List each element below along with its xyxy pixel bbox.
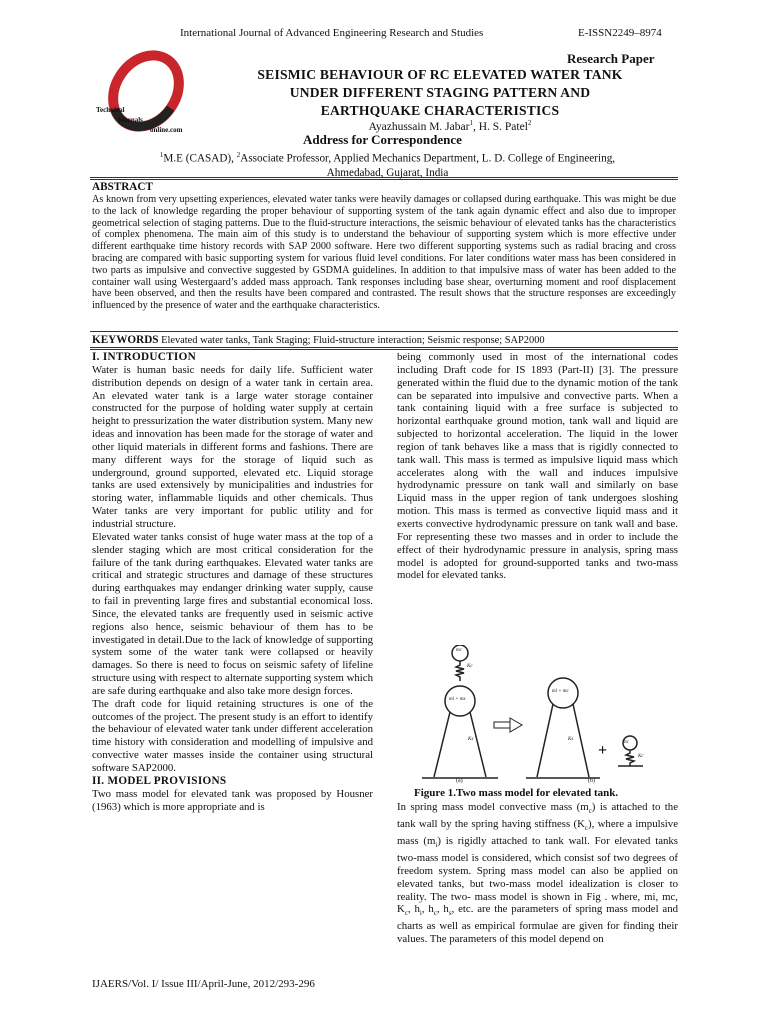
text-span: ), where a impulsive mass (m bbox=[397, 818, 678, 847]
logo-text-1: Technical bbox=[96, 106, 125, 114]
title-line: EARTHQUAKE CHARACTERISTICS bbox=[320, 103, 560, 118]
issn: E-ISSN2249–8974 bbox=[578, 27, 662, 39]
authors bbox=[300, 119, 600, 133]
address-heading: Address for Correspondence bbox=[303, 132, 462, 147]
author-2-sup: 2 bbox=[527, 119, 532, 127]
subscript: c bbox=[584, 824, 589, 833]
affiliation bbox=[110, 148, 665, 180]
author-1-sup: 1 bbox=[469, 119, 473, 127]
title-line: SEISMIC BEHAVIOUR OF RC ELEVATED WATER TANK bbox=[257, 67, 623, 82]
column-right-b bbox=[573, 704, 589, 777]
subscript: c bbox=[433, 909, 437, 918]
keywords bbox=[92, 334, 545, 346]
divider bbox=[90, 331, 678, 332]
aff-text-2: Associate Professor, Applied Mechanics Department, L. D. College of Engineering, bbox=[240, 152, 616, 165]
abstract-heading: ABSTRACT bbox=[92, 181, 153, 193]
subscript: s bbox=[448, 909, 452, 918]
journal-name: International Journal of Advanced Engineering Research and Studies bbox=[180, 27, 484, 39]
label-b: (b) bbox=[588, 778, 595, 784]
text-span: , h bbox=[421, 903, 434, 916]
text-span: ) is rigidly attached to tank wall. For elevated tanks two-mass model is considered, which consist sof two degrees of freedom system. Spring mass model can also be applied on elevated tanks, but two-mass model idealization is closer to reality. The two- mass model is shown in Fig . where, mi, mc, K bbox=[397, 835, 678, 916]
arrow-head-icon bbox=[510, 718, 522, 732]
label-ks-a: Ks bbox=[468, 737, 474, 742]
aff-line-2: Ahmedabad, Gujarat, India bbox=[326, 166, 449, 179]
model-paragraph: Two mass model for elevated tank was proposed by Housner (1963) which is more appropriate and is bbox=[92, 787, 373, 813]
spring-kc-b bbox=[626, 750, 634, 766]
column-left-b bbox=[537, 704, 553, 777]
subscript: c bbox=[404, 909, 408, 918]
column-right-a bbox=[470, 712, 486, 777]
text-span: , h bbox=[407, 903, 420, 916]
label-mi-ms: mi + ms bbox=[449, 697, 466, 702]
label-mc-b: mc bbox=[623, 740, 629, 745]
intro-heading: I. INTRODUCTION bbox=[92, 351, 196, 363]
label-mc: mc bbox=[456, 648, 462, 653]
right-column-bottom bbox=[397, 801, 678, 946]
author-2: , H. S. Patel bbox=[472, 120, 528, 133]
aff-text-1: M.E (CASAD), bbox=[163, 152, 237, 165]
right-paragraph: being commonly used in most of the international codes including Draft code for IS 1893 (Part-II) [3]. The pressure generated within the fluid due to the dynamic motion of the tank can be separated into impulsive and convective parts. When a tank containing liquid with a free surface is subjected to horizontal earthquake ground motion, tank wall and liquid are subjected to horizontal acceleration. The liquid in the lower region of tank behaves like a mass that is rigidly connected to tank wall. This mass is termed as impulsive liquid mass which accelerates along with the wall and induces impulsive hydrodynamic pressure on tank wall and similarly on base Liquid mass in the upper region of tank undergoes sloshing motion. This mass is termed as convective liquid mass and it exerts convective hydrodynamic pressure on tank wall and base. For representing these two masses and in order to include the effect of their hydrodynamic pressure in analysis, spring mass model is adopted for ground-supported tanks and two-mass model for elevated tanks. bbox=[397, 351, 678, 582]
keywords-text: Elevated water tanks, Tank Staging; Fluid-structure interaction; Seismic response; SAP2000 bbox=[161, 335, 545, 346]
aff-sup-1: 1 bbox=[159, 151, 164, 159]
paper-title bbox=[200, 66, 680, 120]
subscript: c bbox=[588, 807, 592, 816]
label-a: (a) bbox=[456, 778, 463, 784]
logo-text-2: journals bbox=[118, 116, 143, 124]
column-left-a bbox=[434, 712, 450, 777]
subscript: i bbox=[435, 841, 438, 850]
spring-kc-a bbox=[456, 661, 464, 681]
right-column-top bbox=[397, 351, 678, 582]
figure-diagram bbox=[418, 645, 668, 787]
right-paragraph-2 bbox=[397, 801, 678, 946]
aff-sup-2: 2 bbox=[236, 151, 241, 159]
figure-two-mass-model bbox=[418, 645, 668, 787]
intro-paragraph: The draft code for liquid retaining structures is one of the outcomes of the project. The present study is an effort to identify the behaviour of elevated water tank under different acceleration time history with consideration and modelling of impulsive and convective water masses inside the container using structural software SAP2000. bbox=[92, 697, 373, 774]
text-span: ) is attached to the tank wall by the spring having stiffness (K bbox=[397, 801, 678, 830]
keywords-label: KEYWORDS bbox=[92, 334, 159, 346]
author-1: Ayazhussain M. Jabar bbox=[368, 120, 470, 133]
label-plus: + bbox=[598, 742, 608, 759]
left-column bbox=[92, 351, 373, 813]
label-kc: Kc bbox=[467, 664, 473, 669]
text-span: , etc. are the parameters of spring mass model and charts as well as empirical formulae are given for finding their values. The parameters of this model depend on bbox=[397, 903, 679, 946]
model-heading: II. MODEL PROVISIONS bbox=[92, 774, 227, 787]
label-mi-mc: mi + mc bbox=[552, 689, 569, 694]
text-span: , h bbox=[436, 903, 449, 916]
journal-logo bbox=[94, 46, 198, 142]
figure-caption: Figure 1.Two mass model for elevated tank. bbox=[414, 787, 619, 799]
abstract-text: As known from very upsetting experiences, elevated water tanks were heavily damages or collapsed during earthquake. This was might be due to the lack of knowledge regarding the proper behaviour of supporting system of the tank again dynamic effect and also due to improper geometrical selection of staging patterns. Due to the fluid-structure interactions, the seismic behaviour of elevated tanks has the characteristics of complex phenomena. The main aim of this study is to understand the behaviour of supporting system which is more effective under different earthquake time history records with SAP 2000 software. Here two different supporting systems such as radial bracing and cross bracing are compared with basic supporting system for various fluid level conditions. For later conditions water mass has been considered in two parts as impulsive and convective suggested by GSDMA guidelines. In addition to that impulsive mass of water has been added to the container wall using Westergaard’s added mass approach. Tank responses including base shear, overturning moment and roof displacement have been observed, and then the results have been compared and contrasted. The result shows that the structure responses are exceedingly influenced by the presence of water and the earthquake characteristics. bbox=[92, 194, 676, 312]
label-ks-b: Ks bbox=[568, 737, 574, 742]
divider bbox=[90, 177, 678, 181]
logo-text-3: online.com bbox=[150, 126, 183, 134]
paper-type: Research Paper bbox=[567, 51, 655, 66]
arrow-body bbox=[494, 722, 510, 728]
title-line: UNDER DIFFERENT STAGING PATTERN AND bbox=[289, 85, 591, 100]
subscript: i bbox=[419, 909, 422, 918]
text-span: In spring mass model convective mass (m bbox=[397, 801, 589, 813]
footer: IJAERS/Vol. I/ Issue III/April-June, 2012/293-296 bbox=[92, 978, 315, 990]
intro-paragraph: Elevated water tanks consist of huge water mass at the top of a slender staging which are most critical consideration for the failure of the tank during earthquakes. Elevated water tanks are critical and strategic structures and damage of these structures during earthquakes may endanger drinking water supply, cause to fail in preventing large fires and substantial economical loss. Since, the elevated tanks are frequently used in seismic active regions also hence, seismic behaviour of them has to be investigated in detail.Due to the lack of knowledge of supporting system some of the water tank were collapsed or heavily damages. So there is need to focus on seismic safety of lifeline structure using with respect to alternate supporting system which are safe during earthquake and also take more design forces. bbox=[92, 530, 373, 697]
label-kc-b: Kc bbox=[638, 754, 644, 759]
intro-paragraph: Water is human basic needs for daily life. Sufficient water distribution depends on design of a water tank in certain area. An elevated water tank is a large water storage container constructed for the purpose of holding water supply at certain height to pressurization the water distribution system. Many new ideas and innovation has been made for the storage of water and other liquid materials in different forms and fashions. There are many different ways for the storage of liquid such as underground, ground supported, elevated etc. Liquid storage tanks are used extensively by municipalities and industries for storing water, inflammable liquids and other chemicals. Thus Water tanks are very important for public utility and for industrial structure. bbox=[92, 363, 373, 530]
